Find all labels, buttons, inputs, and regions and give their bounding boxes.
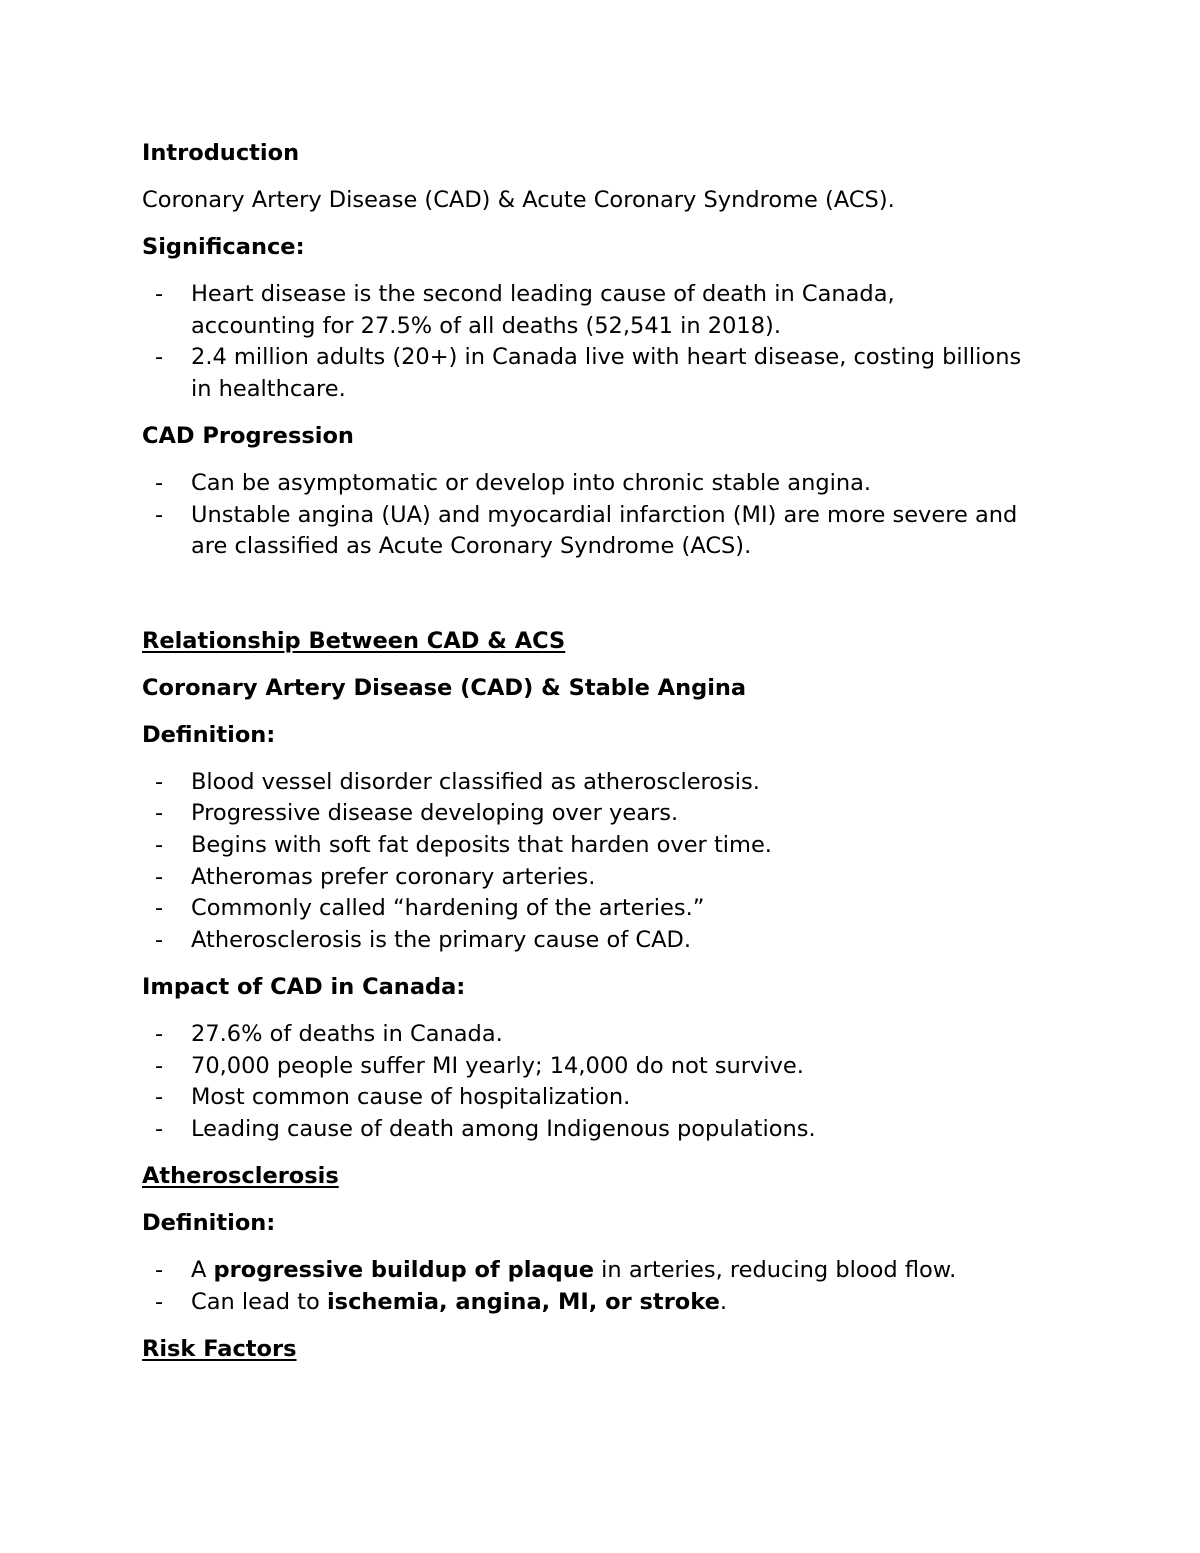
cad-progression-list: [142, 468, 1082, 563]
text-run: in arteries, reducing blood flow.: [594, 1257, 957, 1284]
dash-bullet: -: [155, 344, 164, 371]
dash-bullet: -: [155, 1020, 164, 1047]
list-item-text: Atherosclerosis is the primary cause of CAD.: [191, 926, 691, 953]
impact-list: [142, 1019, 1082, 1145]
relationship-heading: Relationship Between CAD & ACS: [142, 627, 566, 654]
bold-text-run: ischemia, angina, MI, or stroke: [326, 1288, 720, 1315]
list-item-text: Most common cause of hospitalization.: [191, 1084, 631, 1111]
list-item: [142, 500, 1082, 563]
list-item-text: Can be asymptomatic or develop into chronic stable angina.: [191, 470, 872, 497]
list-item-line: are classified as Acute Coronary Syndrome (ACS).: [191, 533, 752, 560]
dash-bullet: -: [155, 501, 164, 528]
dash-bullet: -: [155, 926, 164, 953]
atherosclerosis-list: [142, 1255, 1082, 1318]
list-item-text: [191, 1289, 727, 1315]
introduction-heading: Introduction: [142, 140, 300, 166]
list-item: [142, 862, 1082, 894]
list-item: [142, 468, 1082, 500]
dash-bullet: -: [155, 863, 164, 890]
list-item-text: [191, 344, 1021, 402]
list-item-text: 70,000 people suffer MI yearly; 14,000 do not survive.: [191, 1052, 804, 1079]
text-run: .: [719, 1288, 728, 1315]
list-item-line: 2.4 million adults (20+) in Canada live with heart disease, costing billions: [191, 344, 1022, 371]
list-item: [142, 1255, 1082, 1287]
dash-bullet: -: [155, 1257, 164, 1284]
list-item: [142, 1051, 1082, 1083]
list-item-text: Blood vessel disorder classified as atherosclerosis.: [191, 768, 760, 795]
dash-bullet: -: [155, 800, 164, 827]
impact-heading: Impact of CAD in Canada:: [142, 973, 466, 1000]
dash-bullet: -: [155, 832, 164, 858]
text-run: A: [191, 1257, 214, 1284]
list-item: [142, 925, 1082, 957]
list-item-line: Heart disease is the second leading cause of death in Canada,: [191, 281, 895, 308]
list-item: [142, 1114, 1082, 1146]
list-item-text: Atheromas prefer coronary arteries.: [191, 863, 596, 890]
dash-bullet: -: [155, 1288, 164, 1315]
section-spacer: [142, 579, 1082, 626]
list-item-text: [191, 502, 1017, 560]
relationship-subheading: Coronary Artery Disease (CAD) & Stable Angina: [142, 674, 747, 701]
text-run: Can lead to: [191, 1288, 327, 1315]
list-item: [142, 893, 1082, 925]
list-item: [142, 1287, 1082, 1319]
dash-bullet: -: [155, 895, 164, 922]
dash-bullet: -: [155, 768, 164, 795]
list-item-text: Progressive disease developing over years.: [191, 800, 679, 827]
significance-heading: Significance:: [142, 234, 305, 261]
list-item-line: in healthcare.: [191, 376, 346, 403]
list-item: [142, 342, 1082, 405]
dash-bullet: -: [155, 281, 164, 308]
atherosclerosis-definition-heading: Definition:: [142, 1209, 276, 1236]
atherosclerosis-heading: Atherosclerosis: [142, 1162, 339, 1189]
list-item-text: [191, 281, 895, 339]
list-item: [142, 1019, 1082, 1051]
dash-bullet: -: [155, 1115, 164, 1142]
list-item-text: Leading cause of death among Indigenous populations.: [191, 1115, 816, 1142]
definition-list: [142, 767, 1082, 957]
significance-list: [142, 279, 1082, 405]
bold-text-run: progressive buildup of plaque: [213, 1257, 595, 1284]
dash-bullet: -: [155, 1052, 164, 1079]
risk-factors-heading: Risk Factors: [142, 1335, 297, 1362]
introduction-text: Coronary Artery Disease (CAD) & Acute Coronary Syndrome (ACS).: [142, 187, 895, 214]
list-item-text: Commonly called “hardening of the arteries.”: [191, 895, 705, 922]
document-page: [142, 138, 1082, 1381]
list-item: [142, 279, 1082, 342]
list-item: [142, 767, 1082, 799]
dash-bullet: -: [155, 1084, 164, 1111]
dash-bullet: -: [155, 470, 164, 497]
list-item-line: Unstable angina (UA) and myocardial infarction (MI) are more severe and: [191, 501, 1018, 528]
list-item-text: [191, 1257, 956, 1283]
list-item-line: accounting for 27.5% of all deaths (52,541 in 2018).: [191, 312, 781, 339]
list-item: [142, 798, 1082, 830]
list-item-text: Begins with soft fat deposits that harden over time.: [191, 832, 772, 858]
list-item: [142, 1082, 1082, 1114]
definition-heading: Definition:: [142, 721, 276, 748]
list-item-text: 27.6% of deaths in Canada.: [191, 1020, 503, 1047]
list-item: [142, 830, 1082, 862]
cad-progression-heading: CAD Progression: [142, 423, 354, 450]
